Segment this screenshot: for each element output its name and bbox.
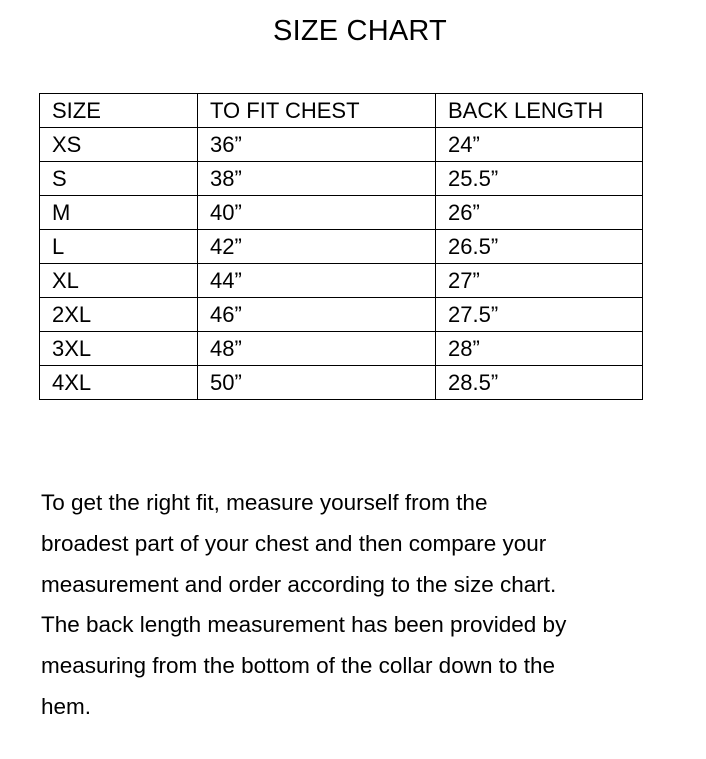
table-row (40, 128, 643, 162)
table-row (40, 196, 643, 230)
fit-instructions-line: broadest part of your chest and then compare your (41, 530, 547, 556)
cell-size: 4XL (40, 366, 198, 400)
cell-size: L (40, 230, 198, 264)
page-title: SIZE CHART (273, 15, 447, 47)
size-chart-table (39, 93, 643, 400)
cell-size: XL (40, 264, 198, 298)
cell-chest: 40” (198, 196, 436, 230)
fit-instructions-line: To get the right fit, measure yourself from the (41, 490, 488, 515)
header-back-length: BACK LENGTH (436, 94, 643, 128)
cell-size: S (40, 162, 198, 196)
cell-back-length: 26” (436, 196, 643, 230)
table-row (40, 230, 643, 264)
table-header-row (40, 94, 643, 128)
cell-back-length: 28.5” (436, 366, 643, 400)
table-row (40, 366, 643, 400)
fit-instructions (41, 483, 691, 728)
table-row (40, 332, 643, 366)
cell-chest: 50” (198, 366, 436, 400)
cell-back-length: 27.5” (436, 298, 643, 332)
cell-chest: 38” (198, 162, 436, 196)
header-to-fit-chest: TO FIT CHEST (198, 94, 436, 128)
cell-size: 2XL (40, 298, 198, 332)
cell-back-length: 26.5” (436, 230, 643, 264)
cell-chest: 42” (198, 230, 436, 264)
cell-back-length: 24” (436, 128, 643, 162)
cell-back-length: 27” (436, 264, 643, 298)
cell-size: M (40, 196, 198, 230)
header-size: SIZE (40, 94, 198, 128)
cell-back-length: 25.5” (436, 162, 643, 196)
fit-instructions-line: measurement and order according to the size chart. (41, 571, 557, 597)
table-row (40, 162, 643, 196)
cell-size: XS (40, 128, 198, 162)
cell-chest: 48” (198, 332, 436, 366)
fit-instructions-line: hem. (41, 693, 92, 719)
table-row (40, 264, 643, 298)
fit-instructions-line: measuring from the bottom of the collar down to the (41, 653, 556, 679)
cell-chest: 36” (198, 128, 436, 162)
cell-chest: 46” (198, 298, 436, 332)
cell-chest: 44” (198, 264, 436, 298)
table-row (40, 298, 643, 332)
cell-back-length: 28” (436, 332, 643, 366)
fit-instructions-line: The back length measurement has been provided by (41, 612, 567, 638)
cell-size: 3XL (40, 332, 198, 366)
